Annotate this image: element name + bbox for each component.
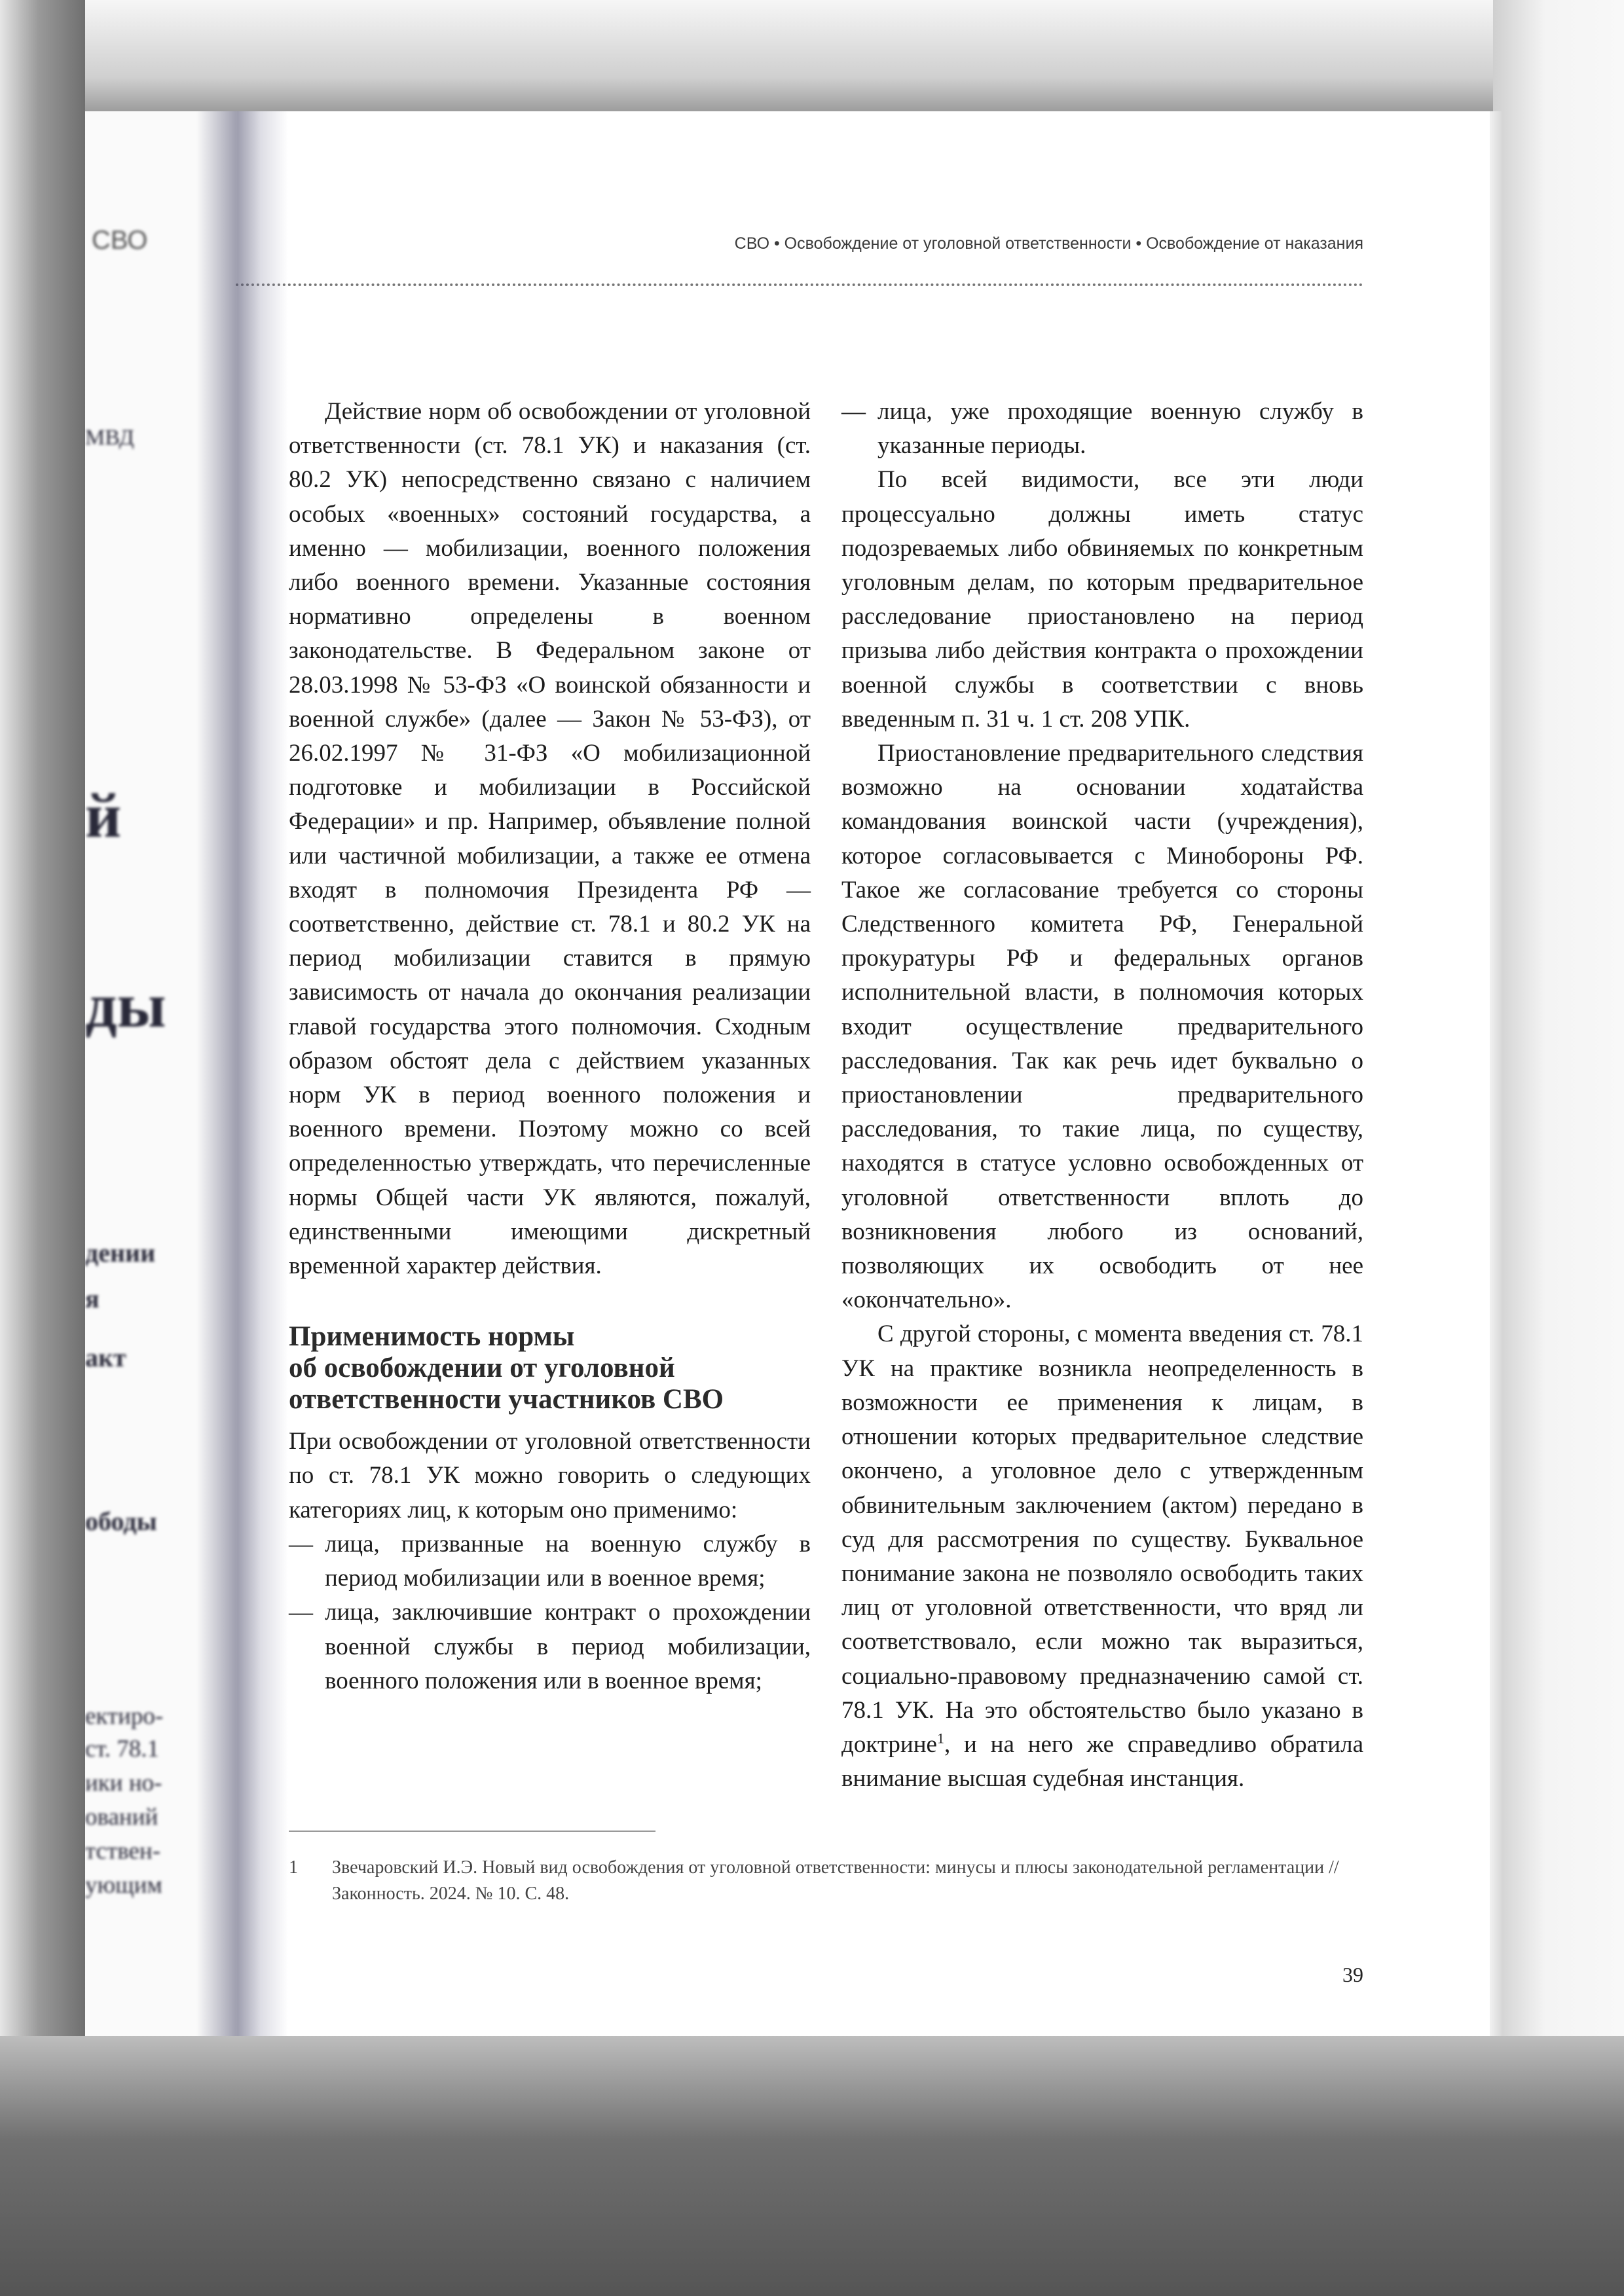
page-edge	[1490, 111, 1502, 2036]
section-heading-line: Применимость нормы	[289, 1321, 575, 1353]
header-dotted-rule	[236, 283, 1363, 286]
facing-page-line-fragment: тствен-	[85, 1838, 161, 1865]
scan-background-left	[0, 0, 85, 2296]
gutter-shadow	[196, 111, 288, 2036]
footnote-rule	[289, 1831, 655, 1832]
facing-page-line-fragment: ст. 78.1	[85, 1736, 160, 1762]
body-paragraph: Действие норм об освобождении от уголовной ответственности (ст. 78.1 УК) и наказания (ст. 80.2 УК) непосредственно связано с наличием особых «военных» состояний государства, а именно — мобилизации, военного положения либо военного времени. Указанные состояния нормативно определены в военном законодательстве. В Федеральном законе от 28.03.1998 № 53-ФЗ «О воинской обязанности и военной службе» (далее — Закон № 53-ФЗ), от 26.02.1997 № 31-ФЗ «О мобилизационной подготовке и мобилизации в Российской Федерации» и пр. Например, объявление полной или частичной мобилизации, а также ее отмена входят в полномочия Президента РФ — соответственно, действие ст. 78.1 и 80.2 УК на период мобилизации ставится в прямую зависимость от начала до окончания реализации главой государства этого полномочия. Сходным образом обстоят дела с действием указанных норм УК в период военного положения и военного времени. Поэтому можно со всей определенностью утверждать, что перечисленные нормы Общей части УК являются, пожалуй, единственными имеющими дискретный временной характер действия.	[289, 398, 811, 1280]
scan-background-bottom	[0, 2036, 1624, 2296]
facing-page-header: СВО	[92, 226, 148, 255]
body-paragraph: Приостановление предварительного следствия возможно на основании ходатайства командования воинской части (учреждения), которое согласовывается с Минобороны РФ. Такое же согласование требуется со стороны Следственного комитета РФ, Генеральной прокуратуры РФ и федеральных органов исполнительной власти, в полномочия которых входит осуществление предварительного расследования. Так как речь идет буквально о приостановлении предварительного расследования, то такие лица, по существу, находятся в статусе условно освобожденных от уголовной ответственности вплоть до возникновения любого из оснований, позволяющих их освободить от нее «окончательно».	[841, 740, 1363, 1314]
body-paragraph	[841, 1317, 1363, 1796]
facing-page-fragment: МВД	[85, 426, 134, 450]
dash-marker: —	[841, 398, 866, 425]
list-item-text: лица, призванные на военную службу в период мобилизации или в военное время;	[325, 1530, 811, 1592]
body-paragraph: При освобождении от уголовной ответственности по ст. 78.1 УК можно говорить о следующих категориях лиц, к которым оно применимо:	[289, 1428, 811, 1523]
list-item-text: лица, заключившие контракт о прохождении военной службы в период мобилизации, военного положения или в военное время;	[325, 1599, 811, 1694]
list-item	[289, 1527, 811, 1595]
facing-page-line-fragment: ектиро-	[85, 1703, 164, 1730]
page-number: 39	[1342, 1963, 1363, 1986]
facing-page-line-fragment: ики но-	[85, 1770, 162, 1796]
section-heading	[289, 1321, 811, 1415]
list-item	[841, 395, 1363, 463]
scan-background-top	[0, 0, 1624, 111]
facing-page-heading-fragment: акт	[85, 1343, 126, 1372]
text-column-left	[289, 395, 811, 1698]
footnote-text: Звечаровский И.Э. Новый вид освобождения от уголовной ответственности: минусы и плюсы законодательной регламентации // Законность. 2024. № 10. С. 48.	[332, 1857, 1339, 1904]
facing-page-heading-fragment: ободы	[85, 1506, 157, 1536]
facing-page-line-fragment: ующим	[85, 1872, 162, 1899]
section-heading-line: об освобождении от уголовной	[289, 1353, 675, 1384]
facing-page-line-fragment: ований	[85, 1804, 158, 1831]
paragraph-text: С другой стороны, с момента введения ст. 78.1 УК на практике возникла неопределенность в возможности ее применения к лицам, в отношении которых предварительное следствие окончено, а уголовное дело с утвержденным обвинительным заключением (актом) передано в суд для рассмотрения по существу. Буквальное понимание закона не позволяло освободить таких лиц от уголовной ответственности, что вряд ли соответствовало, если можно так выразиться, социально-правовому предназначению самой ст. 78.1 УК. На это обстоятельство было указано в доктрине	[841, 1321, 1363, 1758]
dash-marker: —	[289, 1530, 313, 1558]
footnote-number: 1	[289, 1857, 298, 1878]
facing-page-heading-fragment: дении	[85, 1238, 156, 1267]
facing-page-heading-fragment: я	[85, 1284, 100, 1313]
facing-page-title-fragment: ды	[85, 970, 166, 1040]
list-item-text: лица, уже проходящие военную службу в указанные периоды.	[877, 398, 1363, 460]
facing-page-title-fragment: й	[85, 780, 122, 850]
footnote-reference[interactable]: 1	[936, 1730, 944, 1747]
list-item	[289, 1595, 811, 1698]
scan-background-right	[1493, 0, 1624, 2296]
book-page	[236, 111, 1500, 2036]
running-head: СВО • Освобождение от уголовной ответственности • Освобождение от наказания	[734, 234, 1363, 253]
body-paragraph: По всей видимости, все эти люди процессуально должны иметь статус подозреваемых либо обвиняемых по конкретным уголовным делам, по которым предварительное расследование приостановлено на период призыва либо действия контракта о прохождении военной службы в соответствии с вновь введенным п. 31 ч. 1 ст. 208 УПК.	[841, 466, 1363, 733]
dash-marker: —	[289, 1599, 313, 1626]
text-column-right	[841, 395, 1363, 1796]
footnote	[289, 1855, 1363, 1907]
paragraph-text: , и на него же справедливо обратила внимание высшая судебная инстанция.	[841, 1730, 1363, 1793]
section-heading-line: ответственности участников СВО	[289, 1384, 724, 1415]
